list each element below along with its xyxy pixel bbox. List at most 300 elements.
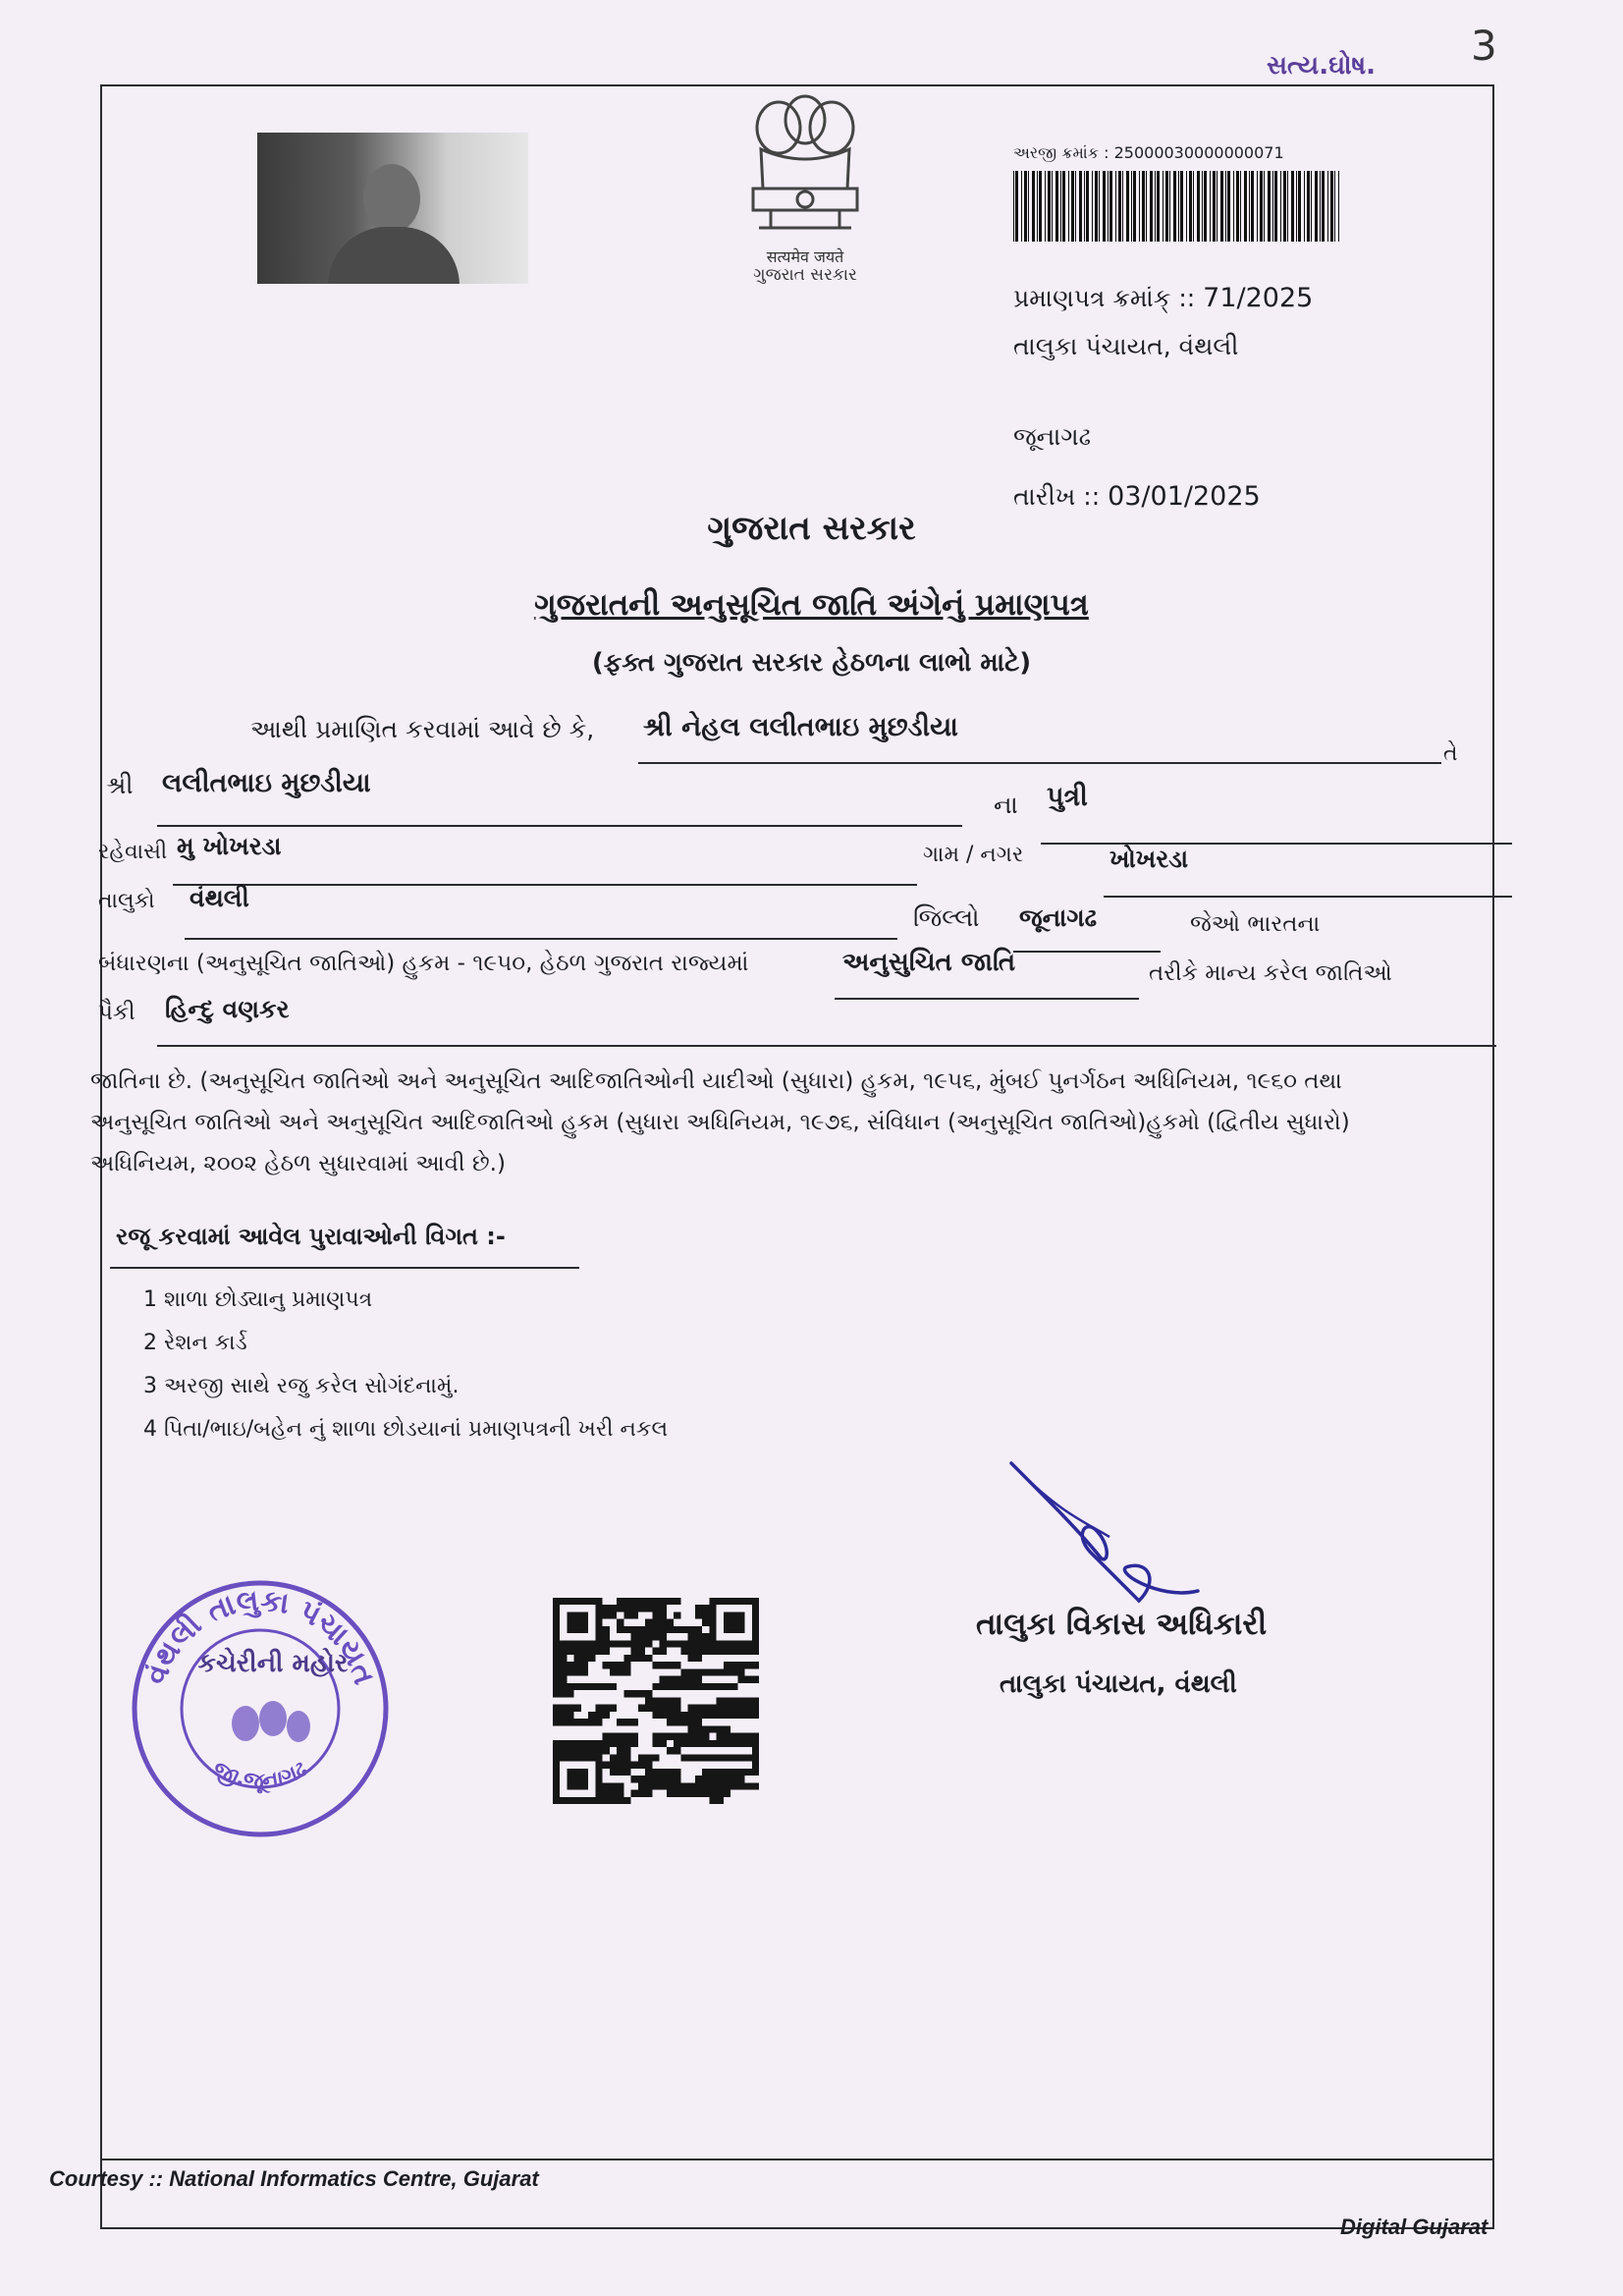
- qr-module: [680, 1754, 687, 1761]
- qr-module: [553, 1705, 560, 1712]
- qr-module: [623, 1754, 630, 1761]
- seal-ring-text: વંથલી તાલુકા પંચાયત: [138, 1583, 382, 1689]
- qr-module: [724, 1662, 730, 1668]
- qr-module: [752, 1662, 759, 1668]
- qr-module: [695, 1640, 702, 1647]
- qr-module: [717, 1648, 724, 1655]
- qr-module: [695, 1683, 702, 1690]
- qr-module: [603, 1626, 610, 1633]
- barcode-bar: [1155, 171, 1156, 242]
- qr-module: [667, 1733, 674, 1740]
- barcode-bar: [1052, 171, 1053, 242]
- qr-module: [623, 1612, 630, 1618]
- barcode-bar: [1202, 171, 1203, 242]
- qr-module: [702, 1648, 709, 1655]
- qr-module: [717, 1790, 724, 1797]
- qr-module: [660, 1626, 667, 1633]
- qr-module: [567, 1719, 573, 1725]
- qr-module: [652, 1733, 659, 1740]
- qr-module: [737, 1662, 744, 1668]
- qr-module: [737, 1705, 744, 1712]
- qr-module: [603, 1705, 610, 1712]
- qr-module: [638, 1782, 645, 1789]
- qr-module: [631, 1612, 638, 1618]
- district-value: જૂનાગઢ: [1019, 903, 1098, 932]
- barcode-bar: [1244, 171, 1247, 242]
- qr-module: [737, 1733, 744, 1740]
- barcode-bar: [1330, 171, 1333, 242]
- qr-module: [660, 1776, 667, 1782]
- qr-module: [674, 1683, 680, 1690]
- qr-module: [709, 1776, 716, 1782]
- taluka-value: વંથલી: [189, 884, 249, 912]
- qr-module: [745, 1712, 752, 1719]
- barcode-bar: [1178, 171, 1179, 242]
- qr-module: [724, 1733, 730, 1740]
- qr-module: [730, 1769, 737, 1776]
- qr-module: [737, 1754, 744, 1761]
- qr-module: [560, 1648, 567, 1655]
- barcode-bar: [1165, 171, 1168, 242]
- qr-module: [645, 1705, 652, 1712]
- barcode-bar: [1213, 171, 1216, 242]
- qr-module: [667, 1776, 674, 1782]
- applicant-photo: [257, 133, 528, 284]
- qr-module: [610, 1640, 617, 1647]
- barcode-bar: [1071, 171, 1074, 242]
- barcode-bar: [1108, 171, 1109, 242]
- qr-module: [695, 1725, 702, 1732]
- qr-module: [674, 1705, 680, 1712]
- caste-line: [157, 1045, 1496, 1047]
- qr-module: [667, 1626, 674, 1633]
- qr-module: [688, 1626, 695, 1633]
- relation-value: પુત્રી: [1047, 782, 1088, 812]
- qr-module: [617, 1790, 623, 1797]
- qr-module: [724, 1782, 730, 1789]
- qr-module: [724, 1668, 730, 1675]
- qr-module: [652, 1782, 659, 1789]
- barcode-bar: [1274, 171, 1277, 242]
- qr-module: [695, 1754, 702, 1761]
- qr-module: [631, 1719, 638, 1725]
- qr-module: [702, 1712, 709, 1719]
- qr-module: [745, 1697, 752, 1704]
- barcode-bar: [1225, 171, 1226, 242]
- barcode-bar: [1157, 171, 1160, 242]
- qr-module: [702, 1683, 709, 1690]
- qr-module: [652, 1612, 659, 1618]
- qr-module: [560, 1676, 567, 1683]
- qr-module: [724, 1712, 730, 1719]
- qr-module: [645, 1769, 652, 1776]
- qr-module: [645, 1633, 652, 1640]
- qr-module: [623, 1733, 630, 1740]
- qr-module: [610, 1797, 617, 1804]
- qr-module: [717, 1733, 724, 1740]
- qr-module: [631, 1605, 638, 1612]
- qr-module: [709, 1754, 716, 1761]
- qr-module: [560, 1690, 567, 1697]
- qr-module: [730, 1782, 737, 1789]
- qr-module: [730, 1754, 737, 1761]
- qr-module: [610, 1605, 617, 1612]
- qr-module: [737, 1648, 744, 1655]
- office-seal: [118, 1561, 403, 1846]
- qr-module: [560, 1655, 567, 1662]
- qr-module: [695, 1626, 702, 1633]
- barcode-bar: [1311, 171, 1312, 242]
- barcode-bar: [1095, 171, 1098, 242]
- qr-module: [737, 1776, 744, 1782]
- barcode-bar: [1099, 171, 1100, 242]
- qr-module: [695, 1605, 702, 1612]
- qr-module: [737, 1676, 744, 1683]
- barcode-bar: [1068, 171, 1069, 242]
- qr-module: [730, 1668, 737, 1675]
- barcode-bar: [1338, 171, 1339, 242]
- qr-module: [652, 1662, 659, 1668]
- qr-module: [560, 1683, 567, 1690]
- qr-module: [610, 1769, 617, 1776]
- qr-module: [623, 1762, 630, 1769]
- qr-module: [752, 1747, 759, 1754]
- qr-module: [652, 1648, 659, 1655]
- qr-module: [610, 1612, 617, 1618]
- qr-module: [695, 1612, 702, 1618]
- qr-module: [617, 1769, 623, 1776]
- barcode-bar: [1013, 171, 1014, 242]
- qr-module: [724, 1612, 745, 1633]
- qr-module: [680, 1790, 687, 1797]
- barcode-bar: [1240, 171, 1241, 242]
- qr-module: [631, 1655, 638, 1662]
- qr-module: [560, 1740, 567, 1747]
- qr-module: [709, 1668, 716, 1675]
- qr-module: [617, 1719, 623, 1725]
- qr-module: [631, 1626, 638, 1633]
- qr-module: [652, 1619, 659, 1626]
- qr-module: [737, 1668, 744, 1675]
- qr-module: [567, 1662, 573, 1668]
- qr-module: [724, 1740, 730, 1747]
- applicant-name: શ્રી નેહલ લલીતભાઇ મુછડીયા: [643, 712, 958, 742]
- barcode-bar: [1249, 171, 1250, 242]
- village-line: [1104, 896, 1512, 898]
- signatory-title: તાલુકા વિકાસ અધિકારી: [976, 1607, 1268, 1642]
- barcode-bar: [1062, 171, 1065, 242]
- qr-module: [667, 1747, 674, 1754]
- qr-module: [623, 1747, 630, 1754]
- barcode-bar: [1197, 171, 1200, 242]
- qr-module: [667, 1619, 674, 1626]
- qr-module: [617, 1662, 623, 1668]
- barcode-bar: [1233, 171, 1234, 242]
- qr-module: [752, 1648, 759, 1655]
- legal-paragraph: [90, 1061, 1504, 1184]
- qr-module: [688, 1725, 695, 1732]
- footer-divider: [100, 2159, 1492, 2160]
- category-line: [835, 998, 1139, 1000]
- barcode-bar: [1291, 171, 1294, 242]
- barcode-bar: [1210, 171, 1211, 242]
- qr-module: [702, 1725, 709, 1732]
- qr-module: [695, 1712, 702, 1719]
- qr-module: [610, 1683, 617, 1690]
- qr-module: [652, 1697, 659, 1704]
- qr-module: [674, 1676, 680, 1683]
- qr-module: [667, 1683, 674, 1690]
- qr-module: [617, 1668, 623, 1675]
- qr-module: [603, 1683, 610, 1690]
- barcode-bar: [1079, 171, 1082, 242]
- qr-module: [667, 1782, 674, 1789]
- barcode-bar: [1084, 171, 1085, 242]
- qr-module: [667, 1640, 674, 1647]
- qr-module: [717, 1754, 724, 1761]
- qr-module: [631, 1790, 638, 1797]
- qr-module: [717, 1797, 724, 1804]
- qr-module: [717, 1782, 724, 1789]
- qr-module: [645, 1605, 652, 1612]
- qr-module: [680, 1782, 687, 1789]
- qr-module: [688, 1655, 695, 1662]
- qr-module: [745, 1754, 752, 1761]
- district-line: [1013, 951, 1161, 953]
- certificate-number: પ્રમાણપત્ર ક્રમાંક્ :: 71/2025: [1013, 283, 1314, 313]
- qr-module: [674, 1769, 680, 1776]
- father-name-line: [157, 825, 962, 827]
- barcode-bar: [1298, 171, 1301, 242]
- qr-module: [660, 1662, 667, 1668]
- corner-stamp: સત્ય.ઘોષ.: [1267, 51, 1376, 81]
- barcode-bar: [1257, 171, 1258, 242]
- qr-module: [581, 1719, 588, 1725]
- qr-module: [737, 1712, 744, 1719]
- qr-module: [652, 1626, 659, 1633]
- qr-module: [695, 1648, 702, 1655]
- qr-module: [674, 1719, 680, 1725]
- qr-module: [724, 1683, 730, 1690]
- qr-module: [581, 1655, 588, 1662]
- barcode-bar: [1264, 171, 1265, 242]
- qr-module: [588, 1648, 595, 1655]
- qr-module: [745, 1662, 752, 1668]
- qr-module: [588, 1740, 595, 1747]
- qr-module: [709, 1782, 716, 1789]
- qr-module: [688, 1676, 695, 1683]
- qr-module: [724, 1725, 730, 1732]
- svg-text:જી.જૂનાગઢ: [209, 1757, 311, 1795]
- qr-module: [688, 1740, 695, 1747]
- qr-module: [623, 1605, 630, 1612]
- qr-module: [680, 1640, 687, 1647]
- qr-module: [623, 1719, 630, 1725]
- evidence-title-line: [110, 1267, 579, 1269]
- qr-module: [688, 1633, 695, 1640]
- qr-module: [617, 1619, 623, 1626]
- qr-module: [553, 1676, 560, 1683]
- qr-module: [553, 1655, 560, 1662]
- qr-module: [638, 1690, 645, 1697]
- qr-module: [638, 1762, 645, 1769]
- qr-module: [702, 1790, 709, 1797]
- qr-module: [660, 1633, 667, 1640]
- qr-module: [595, 1648, 602, 1655]
- qr-module: [752, 1762, 759, 1769]
- barcode: [1013, 171, 1339, 242]
- qr-module: [695, 1733, 702, 1740]
- bharat-label: જેઓ ભારતના: [1190, 911, 1321, 937]
- qr-module: [631, 1598, 638, 1605]
- qr-module: [709, 1797, 716, 1804]
- qr-module: [617, 1762, 623, 1769]
- qr-module: [638, 1598, 645, 1605]
- qr-module: [617, 1747, 623, 1754]
- qr-module: [674, 1776, 680, 1782]
- barcode-bar: [1048, 171, 1051, 242]
- qr-module: [610, 1705, 617, 1712]
- qr-module: [631, 1640, 638, 1647]
- qr-module: [709, 1740, 716, 1747]
- qr-module: [724, 1648, 730, 1655]
- qr-module: [688, 1719, 695, 1725]
- qr-module: [631, 1776, 638, 1782]
- resident-value: મુ ખોખરડા: [177, 832, 282, 860]
- taluka-label: તાલુકો: [98, 889, 155, 913]
- qr-module: [645, 1697, 652, 1704]
- qr-module: [574, 1655, 581, 1662]
- qr-module: [674, 1747, 680, 1754]
- qr-module: [674, 1790, 680, 1797]
- qr-module: [752, 1733, 759, 1740]
- resident-line: [173, 884, 917, 886]
- national-emblem-icon: [731, 90, 879, 243]
- qr-module: [603, 1740, 610, 1747]
- qr-module: [674, 1662, 680, 1668]
- qr-module: [574, 1747, 581, 1754]
- barcode-bar: [1086, 171, 1089, 242]
- evidence-item: 2 રેશન કાર્ડ: [143, 1331, 247, 1355]
- qr-module: [688, 1648, 695, 1655]
- barcode-bar: [1131, 171, 1132, 242]
- qr-module: [610, 1733, 617, 1740]
- qr-module: [717, 1712, 724, 1719]
- qr-module: [688, 1782, 695, 1789]
- qr-module: [617, 1733, 623, 1740]
- qr-module: [660, 1640, 667, 1647]
- barcode-bar: [1251, 171, 1254, 242]
- qr-module: [595, 1705, 602, 1712]
- district-label: જિલ્લો: [913, 903, 980, 932]
- barcode-bar: [1296, 171, 1297, 242]
- barcode-bar: [1118, 171, 1121, 242]
- qr-module: [553, 1648, 560, 1655]
- barcode-bar: [1092, 171, 1093, 242]
- signatory-office: તાલુકા પંચાયત, વંથલી: [1000, 1669, 1237, 1699]
- qr-module: [730, 1733, 737, 1740]
- qr-module: [660, 1712, 667, 1719]
- emblem-govt: ગુજરાત સરકાર: [753, 265, 857, 285]
- qr-module: [737, 1782, 744, 1789]
- qr-module: [581, 1648, 588, 1655]
- evidence-list: [143, 1279, 668, 1451]
- caste-value: હિન્દુ વણકર: [165, 995, 290, 1023]
- qr-module: [603, 1612, 610, 1618]
- qr-module: [745, 1782, 752, 1789]
- barcode-bar: [1039, 171, 1042, 242]
- barcode-bar: [1260, 171, 1263, 242]
- qr-module: [595, 1712, 602, 1719]
- qr-module: [674, 1598, 680, 1605]
- qr-module: [645, 1626, 652, 1633]
- qr-module: [617, 1754, 623, 1761]
- evidence-item: 1 શાળા છોડ્યાનુ પ્રમાણપત્ર: [143, 1287, 373, 1312]
- qr-module: [674, 1712, 680, 1719]
- qr-module: [709, 1769, 716, 1776]
- qr-module: [745, 1769, 752, 1776]
- qr-module: [660, 1648, 667, 1655]
- qr-module: [652, 1712, 659, 1719]
- qr-module: [680, 1676, 687, 1683]
- qr-module: [702, 1754, 709, 1761]
- qr-module: [617, 1640, 623, 1647]
- qr-module: [702, 1769, 709, 1776]
- te-label: તે: [1443, 741, 1458, 766]
- qr-module: [730, 1712, 737, 1719]
- qr-module: [695, 1668, 702, 1675]
- brand-text: Digital Gujarat: [1340, 2214, 1488, 2239]
- qr-module: [752, 1697, 759, 1704]
- qr-module: [638, 1648, 645, 1655]
- emblem-motto: सत्यमेव जयते: [766, 247, 844, 266]
- barcode-bar: [1220, 171, 1223, 242]
- qr-module: [660, 1705, 667, 1712]
- qr-module: [660, 1697, 667, 1704]
- qr-module: [617, 1605, 623, 1612]
- qr-module: [623, 1740, 630, 1747]
- qr-module: [638, 1605, 645, 1612]
- qr-module: [680, 1719, 687, 1725]
- qr-module: [638, 1633, 645, 1640]
- qr-module: [567, 1712, 573, 1719]
- issue-date: તારીખ :: 03/01/2025: [1013, 481, 1261, 512]
- qr-module: [688, 1733, 695, 1740]
- father-name: લલીતભાઇ મુછડીયા: [162, 768, 371, 798]
- qr-module: [574, 1719, 581, 1725]
- qr-module: [645, 1762, 652, 1769]
- qr-module: [553, 1690, 560, 1697]
- qr-module: [603, 1633, 610, 1640]
- qr-module: [724, 1754, 730, 1761]
- barcode-bar: [1122, 171, 1123, 242]
- qr-module: [560, 1705, 567, 1712]
- barcode-bar: [1307, 171, 1310, 242]
- qr-module: [623, 1797, 630, 1804]
- qr-module: [674, 1782, 680, 1789]
- certify-label: આથી પ્રમાણિત કરવામાં આવે છે કે,: [250, 715, 595, 743]
- qr-module: [560, 1662, 567, 1668]
- qr-module: [638, 1626, 645, 1633]
- qr-module: [652, 1754, 659, 1761]
- qr-module: [730, 1705, 737, 1712]
- qr-module: [631, 1762, 638, 1769]
- qr-module: [623, 1655, 630, 1662]
- barcode-bar: [1327, 171, 1328, 242]
- barcode-bar: [1173, 171, 1176, 242]
- category-value: અનુસુચિત જાતિ: [842, 948, 1016, 977]
- barcode-bar: [1315, 171, 1318, 242]
